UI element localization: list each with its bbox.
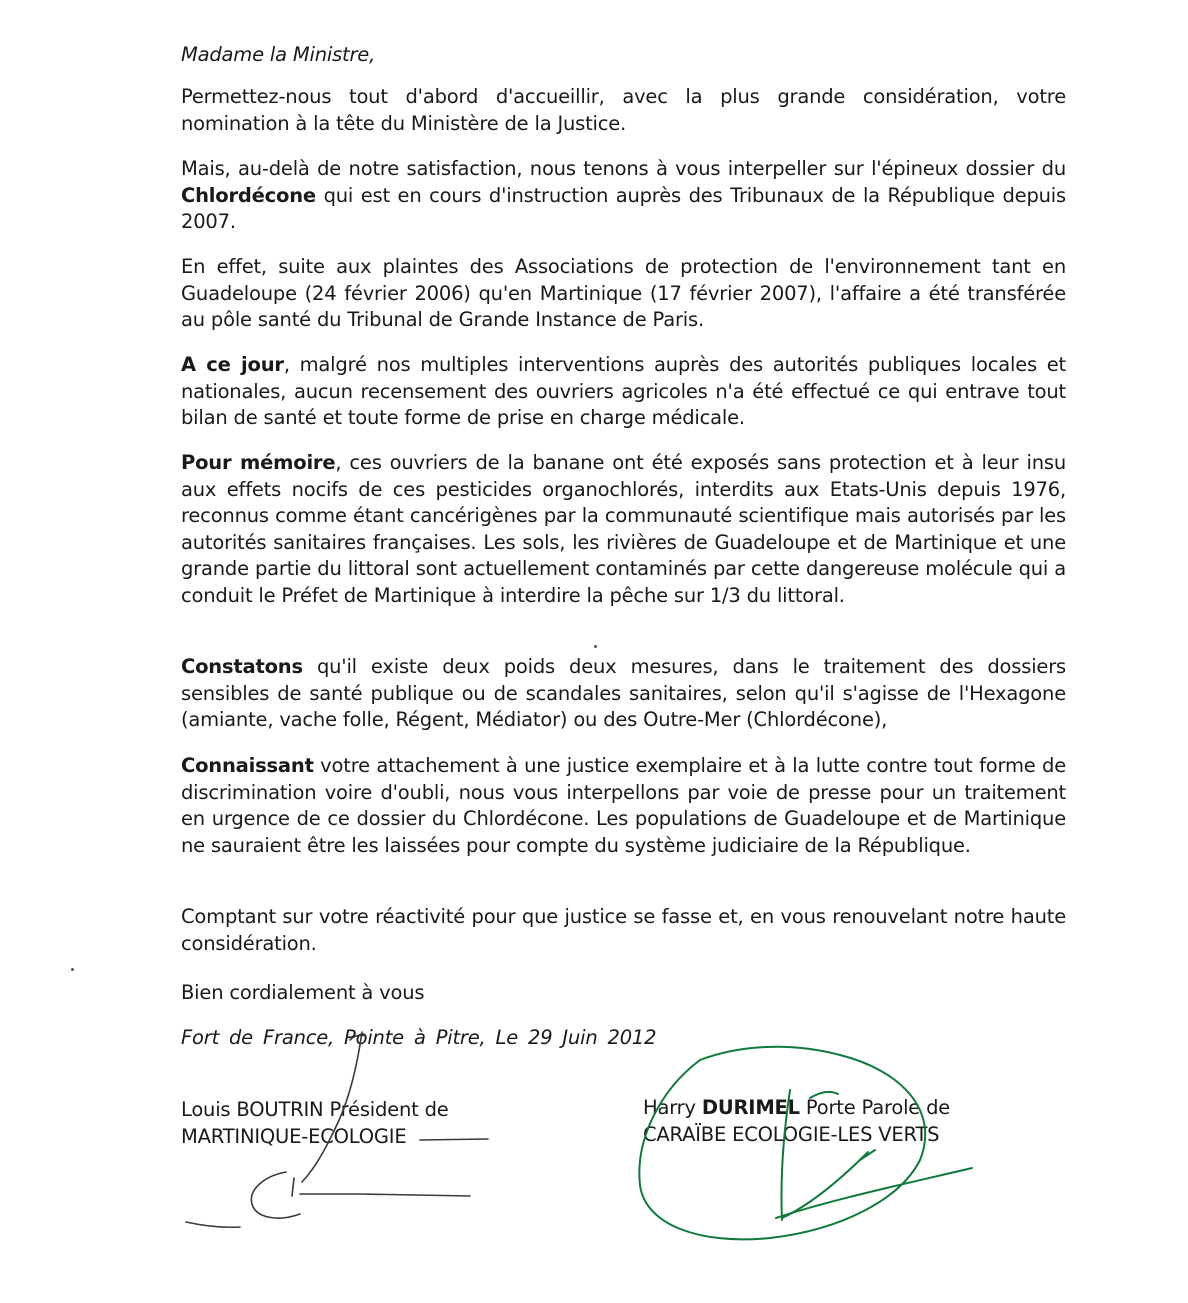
signer-right-role: Porte Parole de xyxy=(799,1096,951,1119)
paragraph-2 xyxy=(181,156,1066,236)
paragraph-6-bold: Constatons xyxy=(181,655,303,678)
paragraph-8: Comptant sur votre réactivité pour que justice se fasse et, en vous renouvelant notre haute considération. xyxy=(181,905,1066,955)
salutation: Madame la Ministre, xyxy=(181,43,376,66)
signer-right-org: CARAÏBE ECOLOGIE-LES VERTS xyxy=(643,1123,940,1146)
closing-line: Bien cordialement à vous xyxy=(181,981,425,1004)
paragraph-5-text: , ces ouvriers de la banane ont été exposés sans protection et à leur insu aux effets nocifs de ces pesticides organochlorés, interdits aux Etats-Unis depuis 1976, reconnus comme étant cancérigènes par la communauté scientifique mais autorisés par les autorités sanitaires françaises. Les sols, les rivières de Guadeloupe et de Martinique et une grande partie du littoral sont actuellement contaminés par cette dangereuse molécule qui a conduit le Préfet de Martinique à interdire la pêche sur 1/3 du littoral. xyxy=(181,451,1066,607)
signer-right-surname: DURIMEL xyxy=(701,1096,800,1119)
paragraph-4-text: , malgré nos multiples interventions auprès des autorités publiques locales et nationales, aucun recensement des ouvriers agricoles n'a été effectué ce qui entrave tout bilan de santé et toute forme de prise en charge médicale. xyxy=(181,353,1066,429)
scan-speck xyxy=(594,645,597,648)
paragraph-5 xyxy=(181,450,1066,609)
paragraph-2-text-a: Mais, au-delà de notre satisfaction, nous tenons à vous interpeller sur l'épineux dossier du xyxy=(181,157,1066,180)
signer-right-title xyxy=(643,1094,950,1121)
paragraph-7-text: votre attachement à une justice exemplaire et à la lutte contre tout forme de discrimination voire d'oubli, nous vous interpellons par voie de presse pour un traitement en urgence de ce dossier du Chlordécone. Les populations de Guadeloupe et de Martinique ne sauraient être les laissées pour compte du système judiciaire de la République. xyxy=(181,754,1066,857)
place-date: Fort de France, Pointe à Pitre, Le 29 Juin 2012 xyxy=(181,1026,657,1049)
paragraph-6-text: qu'il existe deux poids deux mesures, dans le traitement des dossiers sensibles de santé publique ou de scandales sanitaires, selon qu'il s'agisse de l'Hexagone (amiante, vache folle, Régent, Médiator) ou des Outre-Mer (Chlordécone), xyxy=(181,655,1066,731)
paragraph-6 xyxy=(181,654,1066,734)
paragraph-7 xyxy=(181,753,1066,859)
paragraph-4-bold: A ce jour xyxy=(181,353,284,376)
scan-speck xyxy=(71,968,74,971)
paragraph-1: Permettez-nous tout d'abord d'accueillir, avec la plus grande considération, votre nomination à la tête du Ministère de la Justice. xyxy=(181,85,1066,135)
signer-left-org: MARTINIQUE-ECOLOGIE xyxy=(181,1125,407,1148)
paragraph-7-bold: Connaissant xyxy=(181,754,314,777)
paragraph-5-bold: Pour mémoire xyxy=(181,451,336,474)
paragraph-4 xyxy=(181,352,1066,432)
paragraph-3: En effet, suite aux plaintes des Associations de protection de l'environnement tant en Guadeloupe (24 février 2006) qu'en Martinique (17 février 2007), l'affaire a été transférée au pôle santé du Tribunal de Grande Instance de Paris. xyxy=(181,255,1066,331)
paragraph-2-bold: Chlordécone xyxy=(181,183,316,207)
signer-right-first: Harry xyxy=(643,1096,702,1119)
signature-block-left xyxy=(181,1096,449,1150)
paragraph-2-text-b: qui est en cours d'instruction auprès des Tribunaux de la République depuis 2007. xyxy=(181,183,1066,233)
signer-left-title: Louis BOUTRIN Président de xyxy=(181,1098,449,1121)
signature-block-right xyxy=(643,1094,950,1148)
